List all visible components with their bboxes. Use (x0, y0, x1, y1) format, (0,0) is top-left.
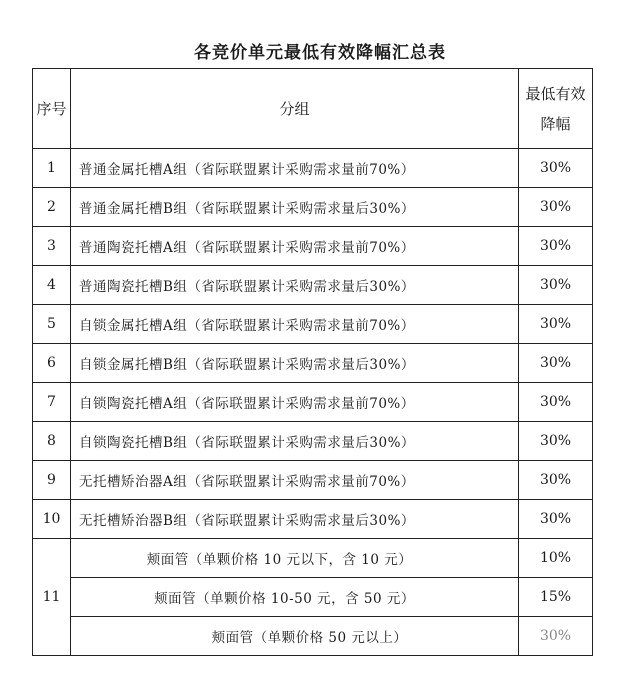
row-index: 6 (33, 344, 71, 383)
row-group: 普通陶瓷托槽A组（省际联盟累计采购需求量前70%） (71, 227, 519, 266)
table-row-11-b (33, 578, 593, 617)
row-rate: 30% (519, 149, 593, 188)
row-rate: 30% (519, 500, 593, 539)
table-row (33, 461, 593, 500)
page-title: 各竞价单元最低有效降幅汇总表 (194, 43, 446, 63)
row-index: 10 (33, 500, 71, 539)
row-subgroup: 颊面管（单颗价格 50 元以上） (71, 617, 519, 656)
row-group: 无托槽矫治器A组（省际联盟累计采购需求量前70%） (71, 461, 519, 500)
row-subgroup: 颊面管（单颗价格 10 元以下，含 10 元） (71, 539, 519, 578)
header-group: 分组 (71, 69, 519, 149)
header-row (33, 69, 593, 149)
row-rate: 30% (519, 461, 593, 500)
row-index: 7 (33, 383, 71, 422)
row-rate: 10% (519, 539, 593, 578)
row-subgroup: 颊面管（单颗价格 10-50 元，含 50 元） (71, 578, 519, 617)
row-group: 普通金属托槽B组（省际联盟累计采购需求量后30%） (71, 188, 519, 227)
row-rate: 30% (519, 227, 593, 266)
header-rate: 最低有效降幅 (519, 69, 593, 149)
row-group: 无托槽矫治器B组（省际联盟累计采购需求量后30%） (71, 500, 519, 539)
row-rate: 30% (519, 422, 593, 461)
row-index: 9 (33, 461, 71, 500)
row-rate: 30% (519, 344, 593, 383)
row-rate: 15% (519, 578, 593, 617)
table-row (33, 422, 593, 461)
row-rate: 30% (519, 266, 593, 305)
row-rate: 30% (519, 188, 593, 227)
row-group: 普通陶瓷托槽B组（省际联盟累计采购需求量后30%） (71, 266, 519, 305)
row-index: 2 (33, 188, 71, 227)
row-rate: 30% (519, 383, 593, 422)
row-rate: 30% (519, 617, 593, 656)
row-index: 5 (33, 305, 71, 344)
table-row (33, 383, 593, 422)
row-index: 8 (33, 422, 71, 461)
row-index: 3 (33, 227, 71, 266)
row-group: 自锁金属托槽B组（省际联盟累计采购需求量后30%） (71, 344, 519, 383)
row-group: 自锁陶瓷托槽A组（省际联盟累计采购需求量前70%） (71, 383, 519, 422)
table-row (33, 344, 593, 383)
table-row (33, 188, 593, 227)
row-index: 4 (33, 266, 71, 305)
table-row-11-a (33, 539, 593, 578)
header-index: 序号 (33, 69, 71, 149)
row-group: 自锁金属托槽A组（省际联盟累计采购需求量前70%） (71, 305, 519, 344)
table-row (33, 266, 593, 305)
table-row (33, 149, 593, 188)
row-group: 自锁陶瓷托槽B组（省际联盟累计采购需求量后30%） (71, 422, 519, 461)
row-index: 11 (33, 539, 71, 656)
summary-table (32, 68, 593, 656)
row-rate: 30% (519, 305, 593, 344)
table-row-11-c (33, 617, 593, 656)
row-index: 1 (33, 149, 71, 188)
row-group: 普通金属托槽A组（省际联盟累计采购需求量前70%） (71, 149, 519, 188)
table-row (33, 500, 593, 539)
table-row (33, 227, 593, 266)
table-row (33, 305, 593, 344)
